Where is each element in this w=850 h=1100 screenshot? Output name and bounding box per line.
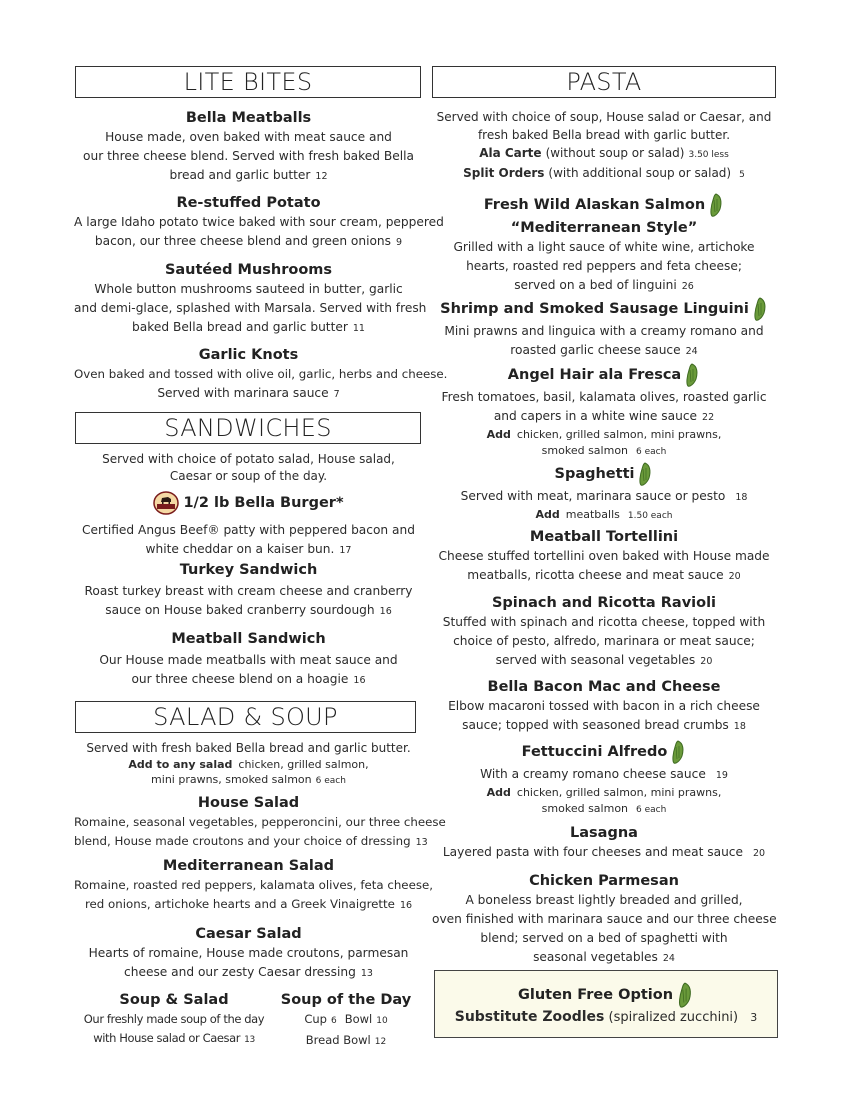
item-price: 16 bbox=[353, 675, 366, 686]
item-desc: hearts, roasted red peppers and feta cheese; bbox=[466, 259, 742, 273]
item-price: 11 bbox=[352, 323, 365, 334]
item-desc: Certified Angus Beef® patty with peppered bacon and bbox=[82, 523, 415, 537]
menu-item-spaghetti bbox=[432, 461, 776, 524]
item-name: Fresh Wild Alaskan Salmon bbox=[432, 192, 776, 218]
menu-item-lasagna bbox=[432, 823, 776, 863]
intro-line: fresh baked Bella bread with garlic butter. bbox=[477, 128, 731, 142]
item-price: 26 bbox=[681, 281, 694, 292]
item-price: 19 bbox=[715, 770, 728, 781]
item-desc: Whole button mushrooms sauteed in butter, garlic bbox=[94, 282, 403, 296]
zucchini-icon bbox=[670, 739, 686, 765]
item-desc: and capers in a white wine sauce 22 bbox=[493, 409, 715, 423]
certified-angus-beef-badge bbox=[153, 491, 179, 515]
item-price: 13 bbox=[244, 1035, 255, 1045]
gluten-free-title: Gluten Free Option bbox=[435, 981, 777, 1005]
item-desc: and demi-glace, splashed with Marsala. Served with fresh bbox=[74, 301, 427, 315]
item-name: Sautéed Mushrooms bbox=[164, 262, 333, 278]
item-desc: Fresh tomatoes, basil, kalamata olives, roasted garlic bbox=[441, 390, 767, 404]
item-desc: served on a bed of linguini 26 bbox=[514, 278, 694, 292]
item-desc: Romaine, roasted red peppers, kalamata olives, feta cheese, bbox=[74, 878, 433, 892]
item-name: Re-stuffed Potato bbox=[176, 195, 321, 211]
menu-item-caesar-salad bbox=[74, 924, 423, 983]
menu-item-bacon-mac-cheese bbox=[432, 677, 776, 736]
item-desc: Roast turkey breast with cream cheese and cranberry bbox=[84, 584, 413, 598]
item-name: Bella Meatballs bbox=[185, 110, 312, 126]
menu-item-mediterranean-salad bbox=[74, 856, 433, 915]
item-desc: red onions, artichoke hearts and a Greek Vinaigrette 16 bbox=[84, 897, 413, 911]
item-desc: meatballs, ricotta cheese and meat sauce 20 bbox=[467, 568, 741, 582]
item-subtitle: “Mediterranean Style” bbox=[510, 220, 698, 236]
item-price: 20 bbox=[700, 656, 713, 667]
pasta-intro bbox=[432, 108, 776, 184]
menu-item-sauteed-mushrooms bbox=[74, 260, 427, 338]
add-on-line: Add chicken, grilled salmon, mini prawns, bbox=[486, 786, 722, 799]
item-price: 24 bbox=[685, 346, 698, 357]
item-desc: baked Bella bread and garlic butter 11 bbox=[132, 320, 365, 334]
menu-item-house-salad bbox=[74, 793, 446, 852]
item-desc: With a creamy romano cheese sauce 19 bbox=[480, 767, 728, 781]
item-desc: Layered pasta with four cheeses and meat sauce 20 bbox=[442, 845, 766, 859]
item-desc: with House salad or Caesar 13 bbox=[93, 1031, 255, 1045]
menu-item-meatball-tortellini bbox=[432, 527, 776, 586]
item-name: House Salad bbox=[197, 795, 300, 811]
item-name: Spaghetti bbox=[432, 461, 776, 487]
pasta-header: PASTA bbox=[432, 66, 776, 98]
item-name: Soup & Salad bbox=[119, 992, 229, 1008]
menu-item-alaskan-salmon bbox=[432, 192, 776, 296]
item-price: 20 bbox=[753, 848, 766, 859]
menu-item-angel-hair bbox=[432, 362, 776, 460]
add-price: 6 each bbox=[315, 776, 346, 786]
item-desc: Our freshly made soup of the day bbox=[83, 1012, 265, 1026]
zucchini-icon bbox=[708, 192, 724, 218]
split-orders-line: Split Orders (with additional soup or salad) 5 bbox=[463, 166, 745, 180]
ala-carte-line: Ala Carte (without soup or salad) 3.50 less bbox=[479, 146, 729, 160]
left-column bbox=[74, 66, 448, 1056]
item-desc: sauce on House baked cranberry sourdough 16 bbox=[105, 603, 392, 617]
item-price: 16 bbox=[379, 606, 392, 617]
zucchini-icon bbox=[684, 362, 700, 388]
item-desc: Our House made meatballs with meat sauce and bbox=[99, 653, 398, 667]
item-desc: Romaine, seasonal vegetables, pepperoncini, our three cheese bbox=[74, 815, 446, 829]
menu-item-garlic-knots bbox=[74, 345, 448, 404]
sandwiches-header: SANDWICHES bbox=[75, 412, 421, 444]
zucchini-icon bbox=[752, 296, 768, 322]
menu-item-soup-and-salad bbox=[74, 990, 274, 1050]
item-price: 12 bbox=[315, 171, 328, 182]
intro-line: Caesar or soup of the day. bbox=[169, 469, 328, 483]
add-on-line: Add chicken, grilled salmon, mini prawns, bbox=[486, 428, 722, 441]
menu-item-fettuccini-alfredo bbox=[432, 739, 776, 818]
item-desc: bacon, our three cheese blend and green onions 9 bbox=[94, 234, 403, 248]
item-name: Garlic Knots bbox=[198, 347, 299, 363]
menu-item-re-stuffed-potato bbox=[74, 193, 444, 252]
lite-bites-header: LITE BITES bbox=[75, 66, 421, 98]
item-name: Meatball Sandwich bbox=[171, 631, 326, 647]
add-on-line: Add meatballs 1.50 each bbox=[535, 508, 673, 521]
item-name: Fettuccini Alfredo bbox=[432, 739, 776, 765]
item-desc: roasted garlic cheese sauce 24 bbox=[510, 343, 698, 357]
add-on-line: smoked salmon 6 each bbox=[541, 444, 667, 457]
item-desc: cheese and our zesty Caesar dressing 13 bbox=[124, 965, 373, 979]
item-name: Lasagna bbox=[570, 825, 638, 841]
soup-bread-bowl: Bread Bowl 12 bbox=[305, 1033, 387, 1047]
item-desc: blend, House made croutons and your choice of dressing 13 bbox=[74, 834, 428, 848]
add-to-salad-line: mini prawns, smoked salmon 6 each bbox=[151, 773, 346, 786]
intro-line: Served with choice of potato salad, House salad, bbox=[102, 452, 395, 466]
gluten-free-line: Substitute Zoodles (spiralized zucchini) 3 bbox=[454, 1009, 758, 1025]
item-desc: Mini prawns and linguica with a creamy romano and bbox=[444, 324, 764, 338]
item-desc: A large Idaho potato twice baked with sour cream, peppered bbox=[74, 215, 444, 229]
soup-sizes: Cup 6 Bowl 10 bbox=[304, 1012, 388, 1026]
item-desc: A boneless breast lightly breaded and grilled, bbox=[465, 893, 743, 907]
item-name: Bella Bacon Mac and Cheese bbox=[487, 679, 721, 695]
item-price: 18 bbox=[735, 492, 748, 503]
item-price: 24 bbox=[662, 953, 675, 964]
item-price: 7 bbox=[333, 389, 340, 400]
item-name: Shrimp and Smoked Sausage Linguini bbox=[432, 296, 776, 322]
item-desc: our three cheese blend. Served with fresh baked Bella bbox=[83, 149, 414, 163]
add-on-line: smoked salmon 6 each bbox=[541, 802, 667, 815]
sandwiches-intro bbox=[74, 451, 423, 485]
item-desc: Elbow macaroni tossed with bacon in a rich cheese bbox=[448, 699, 760, 713]
item-desc: Stuffed with spinach and ricotta cheese, topped with bbox=[442, 615, 766, 629]
item-name-row: 1/2 lb Bella Burger* bbox=[74, 491, 423, 515]
item-desc: seasonal vegetables 24 bbox=[533, 950, 675, 964]
menu-item-spinach-ricotta-ravioli bbox=[432, 593, 776, 671]
item-price: 20 bbox=[728, 571, 741, 582]
item-price: 16 bbox=[399, 900, 413, 911]
gluten-free-box bbox=[434, 970, 778, 1038]
item-desc: blend; served on a bed of spaghetti with bbox=[480, 931, 728, 945]
intro-line: Served with choice of soup, House salad or Caesar, and bbox=[436, 110, 772, 124]
item-name: Chicken Parmesan bbox=[529, 873, 679, 889]
item-name: Soup of the Day bbox=[280, 992, 412, 1008]
salad-soup-header: SALAD & SOUP bbox=[75, 701, 416, 733]
item-name: Caesar Salad bbox=[195, 926, 302, 942]
item-desc: Served with marinara sauce 7 bbox=[157, 386, 340, 400]
item-name: Meatball Tortellini bbox=[529, 529, 679, 545]
zucchini-icon bbox=[676, 981, 694, 1009]
item-price: 13 bbox=[360, 968, 373, 979]
item-desc: our three cheese blend on a hoagie 16 bbox=[131, 672, 366, 686]
add-to-salad-line: Add to any salad chicken, grilled salmon, bbox=[128, 758, 369, 771]
item-desc: white cheddar on a kaiser bun. 17 bbox=[145, 542, 352, 556]
item-desc: oven finished with marinara sauce and our three cheese bbox=[432, 912, 777, 926]
item-desc: Oven baked and tossed with olive oil, garlic, herbs and cheese. bbox=[74, 367, 448, 381]
item-name: Angel Hair ala Fresca bbox=[432, 362, 776, 388]
menu-item-bella-burger bbox=[74, 491, 423, 560]
item-desc: Cheese stuffed tortellini oven baked with House made bbox=[438, 549, 770, 563]
item-price: 13 bbox=[415, 837, 428, 848]
menu-item-soup-of-the-day bbox=[278, 990, 414, 1052]
item-name: Spinach and Ricotta Ravioli bbox=[491, 595, 717, 611]
zucchini-icon bbox=[637, 461, 653, 487]
item-price: 18 bbox=[733, 721, 746, 732]
menu-item-turkey-sandwich bbox=[74, 560, 423, 621]
item-desc: bread and garlic butter 12 bbox=[169, 168, 328, 182]
item-name: Mediterranean Salad bbox=[162, 858, 335, 874]
intro-line: Served with fresh baked Bella bread and garlic butter. bbox=[86, 741, 411, 755]
item-desc: choice of pesto, alfredo, marinara or meat sauce; bbox=[453, 634, 755, 648]
salad-soup-intro bbox=[74, 740, 423, 789]
item-desc: Served with meat, marinara sauce or pesto 18 bbox=[460, 489, 748, 503]
menu-item-chicken-parmesan bbox=[432, 871, 776, 968]
item-name: Turkey Sandwich bbox=[179, 562, 318, 578]
item-desc: Grilled with a light sauce of white wine, artichoke bbox=[453, 240, 755, 254]
menu-item-meatball-sandwich bbox=[74, 629, 423, 690]
menu-item-shrimp-sausage-linguini bbox=[432, 296, 776, 361]
item-price: 17 bbox=[339, 545, 352, 556]
right-column bbox=[432, 66, 776, 966]
item-price: 22 bbox=[702, 412, 715, 423]
item-desc: served with seasonal vegetables 20 bbox=[495, 653, 713, 667]
item-price: 9 bbox=[396, 237, 403, 248]
item-desc: Hearts of romaine, House made croutons, parmesan bbox=[88, 946, 409, 960]
item-desc: House made, oven baked with meat sauce and bbox=[105, 130, 392, 144]
item-desc: sauce; topped with seasoned bread crumbs 18 bbox=[462, 718, 746, 732]
menu-item-bella-meatballs bbox=[74, 108, 423, 186]
